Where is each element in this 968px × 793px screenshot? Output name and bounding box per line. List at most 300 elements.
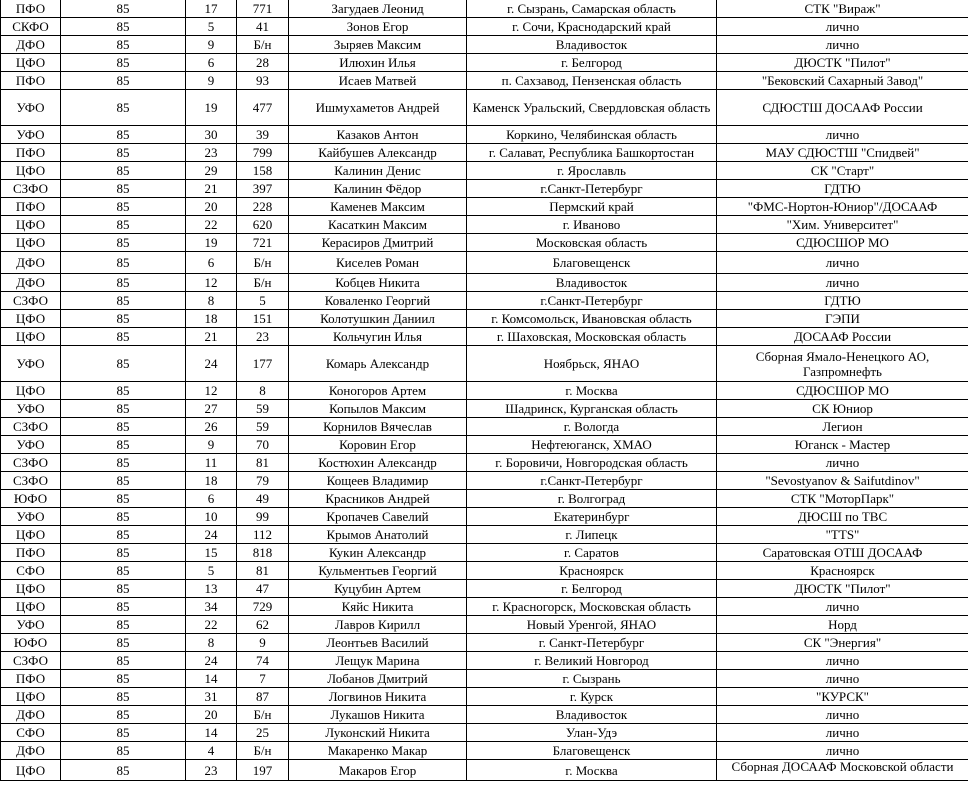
- district-cell: СЗФО: [1, 472, 61, 490]
- team-cell: ГДТЮ: [717, 292, 968, 310]
- team-cell: лично: [717, 18, 968, 36]
- number-cell: 41: [237, 18, 289, 36]
- table-row: [1, 670, 968, 688]
- number-cell: 62: [237, 616, 289, 634]
- age-cell: 22: [186, 216, 237, 234]
- name-cell: Зыряев Максим: [289, 36, 467, 54]
- class-cell: 85: [61, 274, 186, 292]
- age-cell: 30: [186, 126, 237, 144]
- class-cell: 85: [61, 598, 186, 616]
- number-cell: 112: [237, 526, 289, 544]
- name-cell: Корнилов Вячеслав: [289, 418, 467, 436]
- team-cell: СДЮСТШ ДОСААФ России: [717, 90, 968, 126]
- city-cell: г.Санкт-Петербург: [467, 472, 717, 490]
- class-cell: 85: [61, 216, 186, 234]
- number-cell: 28: [237, 54, 289, 72]
- city-cell: г. Комсомольск, Ивановская область: [467, 310, 717, 328]
- age-cell: 18: [186, 310, 237, 328]
- city-cell: Каменск Уральский, Свердловская область: [467, 90, 717, 126]
- age-cell: 23: [186, 760, 237, 781]
- table-row: [1, 0, 968, 18]
- table-row: [1, 162, 968, 180]
- number-cell: 47: [237, 580, 289, 598]
- table-row: [1, 490, 968, 508]
- age-cell: 9: [186, 36, 237, 54]
- district-cell: УФО: [1, 616, 61, 634]
- team-cell: "Бековский Сахарный Завод": [717, 72, 968, 90]
- team-cell: ДЮСТК "Пилот": [717, 580, 968, 598]
- team-cell: "TTS": [717, 526, 968, 544]
- table-row: [1, 706, 968, 724]
- number-cell: 477: [237, 90, 289, 126]
- table-row: [1, 616, 968, 634]
- city-cell: г. Боровичи, Новгородская область: [467, 454, 717, 472]
- team-cell: Саратовская ОТШ ДОСААФ: [717, 544, 968, 562]
- district-cell: СЗФО: [1, 180, 61, 198]
- team-cell: "Sevostyanov & Saifutdinov": [717, 472, 968, 490]
- class-cell: 85: [61, 472, 186, 490]
- class-cell: 85: [61, 198, 186, 216]
- name-cell: Луконский Никита: [289, 724, 467, 742]
- number-cell: 87: [237, 688, 289, 706]
- number-cell: 397: [237, 180, 289, 198]
- number-cell: 74: [237, 652, 289, 670]
- class-cell: 85: [61, 652, 186, 670]
- number-cell: 7: [237, 670, 289, 688]
- district-cell: ПФО: [1, 144, 61, 162]
- table-row: [1, 508, 968, 526]
- number-cell: 99: [237, 508, 289, 526]
- name-cell: Кайбушев Александр: [289, 144, 467, 162]
- table-row: [1, 742, 968, 760]
- age-cell: 12: [186, 274, 237, 292]
- city-cell: г. Сызрань, Самарская область: [467, 0, 717, 18]
- table-row: [1, 18, 968, 36]
- table-row: [1, 652, 968, 670]
- name-cell: Кяйс Никита: [289, 598, 467, 616]
- team-cell: "КУРСК": [717, 688, 968, 706]
- table-row: [1, 346, 968, 382]
- table-row: [1, 526, 968, 544]
- age-cell: 23: [186, 144, 237, 162]
- class-cell: 85: [61, 0, 186, 18]
- district-cell: ЦФО: [1, 234, 61, 252]
- name-cell: Зонов Егор: [289, 18, 467, 36]
- district-cell: ДФО: [1, 706, 61, 724]
- city-cell: Красноярск: [467, 562, 717, 580]
- class-cell: 85: [61, 234, 186, 252]
- number-cell: 93: [237, 72, 289, 90]
- name-cell: Костюхин Александр: [289, 454, 467, 472]
- table-row: [1, 274, 968, 292]
- age-cell: 8: [186, 292, 237, 310]
- number-cell: 818: [237, 544, 289, 562]
- class-cell: 85: [61, 54, 186, 72]
- name-cell: Каменев Максим: [289, 198, 467, 216]
- team-cell: МАУ СДЮСТШ "Спидвей": [717, 144, 968, 162]
- team-cell: СДЮСШОР МО: [717, 382, 968, 400]
- age-cell: 11: [186, 454, 237, 472]
- city-cell: Владивосток: [467, 274, 717, 292]
- class-cell: 85: [61, 562, 186, 580]
- city-cell: Улан-Удэ: [467, 724, 717, 742]
- name-cell: Лукашов Никита: [289, 706, 467, 724]
- class-cell: 85: [61, 126, 186, 144]
- number-cell: 39: [237, 126, 289, 144]
- district-cell: СЗФО: [1, 418, 61, 436]
- team-cell: Норд: [717, 616, 968, 634]
- number-cell: 197: [237, 760, 289, 781]
- number-cell: 23: [237, 328, 289, 346]
- team-cell: ДЮСТК "Пилот": [717, 54, 968, 72]
- name-cell: Кульментьев Георгий: [289, 562, 467, 580]
- name-cell: Копылов Максим: [289, 400, 467, 418]
- district-cell: ЦФО: [1, 162, 61, 180]
- district-cell: СКФО: [1, 18, 61, 36]
- class-cell: 85: [61, 252, 186, 274]
- class-cell: 85: [61, 346, 186, 382]
- team-cell: лично: [717, 598, 968, 616]
- team-cell: лично: [717, 706, 968, 724]
- city-cell: г.Санкт-Петербург: [467, 292, 717, 310]
- age-cell: 22: [186, 616, 237, 634]
- number-cell: 177: [237, 346, 289, 382]
- district-cell: ДФО: [1, 252, 61, 274]
- number-cell: Б/н: [237, 252, 289, 274]
- class-cell: 85: [61, 72, 186, 90]
- age-cell: 21: [186, 180, 237, 198]
- name-cell: Кукин Александр: [289, 544, 467, 562]
- district-cell: ЦФО: [1, 328, 61, 346]
- team-cell: ГЭПИ: [717, 310, 968, 328]
- city-cell: г. Курск: [467, 688, 717, 706]
- district-cell: УФО: [1, 126, 61, 144]
- name-cell: Красников Андрей: [289, 490, 467, 508]
- name-cell: Загудаев Леонид: [289, 0, 467, 18]
- age-cell: 5: [186, 562, 237, 580]
- class-cell: 85: [61, 760, 186, 781]
- class-cell: 85: [61, 36, 186, 54]
- table-row: [1, 418, 968, 436]
- name-cell: Коровин Егор: [289, 436, 467, 454]
- district-cell: ДФО: [1, 742, 61, 760]
- team-cell: лично: [717, 274, 968, 292]
- table-row: [1, 760, 968, 781]
- name-cell: Кощеев Владимир: [289, 472, 467, 490]
- city-cell: Екатеринбург: [467, 508, 717, 526]
- district-cell: ЮФО: [1, 634, 61, 652]
- number-cell: Б/н: [237, 36, 289, 54]
- district-cell: ЦФО: [1, 216, 61, 234]
- team-cell: "ФМС-Нортон-Юниор"/ДОСААФ: [717, 198, 968, 216]
- team-cell: "Хим. Университет": [717, 216, 968, 234]
- table-row: [1, 562, 968, 580]
- team-cell: ДОСААФ России: [717, 328, 968, 346]
- district-cell: УФО: [1, 90, 61, 126]
- team-cell: лично: [717, 252, 968, 274]
- city-cell: Шадринск, Курганская область: [467, 400, 717, 418]
- district-cell: УФО: [1, 436, 61, 454]
- table-row: [1, 310, 968, 328]
- team-cell: лично: [717, 742, 968, 760]
- number-cell: Б/н: [237, 706, 289, 724]
- table-row: [1, 580, 968, 598]
- class-cell: 85: [61, 706, 186, 724]
- number-cell: 9: [237, 634, 289, 652]
- name-cell: Калинин Денис: [289, 162, 467, 180]
- number-cell: 81: [237, 562, 289, 580]
- name-cell: Ишмухаметов Андрей: [289, 90, 467, 126]
- table-row: [1, 454, 968, 472]
- name-cell: Кобцев Никита: [289, 274, 467, 292]
- age-cell: 15: [186, 544, 237, 562]
- table-row: [1, 472, 968, 490]
- name-cell: Крымов Анатолий: [289, 526, 467, 544]
- class-cell: 85: [61, 454, 186, 472]
- district-cell: ЮФО: [1, 490, 61, 508]
- district-cell: ЦФО: [1, 54, 61, 72]
- age-cell: 21: [186, 328, 237, 346]
- age-cell: 19: [186, 90, 237, 126]
- district-cell: ЦФО: [1, 526, 61, 544]
- name-cell: Исаев Матвей: [289, 72, 467, 90]
- class-cell: 85: [61, 180, 186, 198]
- name-cell: Кропачев Савелий: [289, 508, 467, 526]
- age-cell: 6: [186, 252, 237, 274]
- number-cell: 729: [237, 598, 289, 616]
- age-cell: 6: [186, 490, 237, 508]
- city-cell: г. Липецк: [467, 526, 717, 544]
- class-cell: 85: [61, 490, 186, 508]
- age-cell: 31: [186, 688, 237, 706]
- age-cell: 19: [186, 234, 237, 252]
- table-row: [1, 180, 968, 198]
- table-row: [1, 634, 968, 652]
- team-cell: СК "Энергия": [717, 634, 968, 652]
- city-cell: г. Москва: [467, 382, 717, 400]
- age-cell: 14: [186, 724, 237, 742]
- district-cell: СЗФО: [1, 292, 61, 310]
- number-cell: 59: [237, 400, 289, 418]
- city-cell: Новый Уренгой, ЯНАО: [467, 616, 717, 634]
- team-cell: ГДТЮ: [717, 180, 968, 198]
- name-cell: Илюхин Илья: [289, 54, 467, 72]
- city-cell: г. Саратов: [467, 544, 717, 562]
- class-cell: 85: [61, 580, 186, 598]
- team-cell: СК "Старт": [717, 162, 968, 180]
- team-cell: лично: [717, 670, 968, 688]
- district-cell: ПФО: [1, 198, 61, 216]
- team-cell: лично: [717, 36, 968, 54]
- name-cell: Керасиров Дмитрий: [289, 234, 467, 252]
- city-cell: г. Белгород: [467, 54, 717, 72]
- table-row: [1, 198, 968, 216]
- class-cell: 85: [61, 310, 186, 328]
- city-cell: Владивосток: [467, 706, 717, 724]
- class-cell: 85: [61, 418, 186, 436]
- age-cell: 9: [186, 436, 237, 454]
- age-cell: 9: [186, 72, 237, 90]
- city-cell: Благовещенск: [467, 742, 717, 760]
- table-row: [1, 216, 968, 234]
- number-cell: Б/н: [237, 274, 289, 292]
- district-cell: УФО: [1, 346, 61, 382]
- age-cell: 24: [186, 346, 237, 382]
- city-cell: Благовещенск: [467, 252, 717, 274]
- number-cell: 8: [237, 382, 289, 400]
- number-cell: 49: [237, 490, 289, 508]
- number-cell: Б/н: [237, 742, 289, 760]
- class-cell: 85: [61, 634, 186, 652]
- age-cell: 13: [186, 580, 237, 598]
- age-cell: 29: [186, 162, 237, 180]
- age-cell: 27: [186, 400, 237, 418]
- city-cell: г. Красногорск, Московская область: [467, 598, 717, 616]
- table-row: [1, 144, 968, 162]
- name-cell: Логвинов Никита: [289, 688, 467, 706]
- number-cell: 79: [237, 472, 289, 490]
- table-row: [1, 436, 968, 454]
- district-cell: ПФО: [1, 0, 61, 18]
- age-cell: 6: [186, 54, 237, 72]
- district-cell: ЦФО: [1, 382, 61, 400]
- district-cell: СЗФО: [1, 652, 61, 670]
- city-cell: г. Москва: [467, 760, 717, 781]
- district-cell: УФО: [1, 400, 61, 418]
- number-cell: 799: [237, 144, 289, 162]
- age-cell: 12: [186, 382, 237, 400]
- city-cell: г. Волгоград: [467, 490, 717, 508]
- team-cell: лично: [717, 126, 968, 144]
- table-row: [1, 598, 968, 616]
- city-cell: г. Санкт-Петербург: [467, 634, 717, 652]
- district-cell: УФО: [1, 508, 61, 526]
- name-cell: Кольчугин Илья: [289, 328, 467, 346]
- name-cell: Куцубин Артем: [289, 580, 467, 598]
- table-row: [1, 292, 968, 310]
- class-cell: 85: [61, 526, 186, 544]
- class-cell: 85: [61, 544, 186, 562]
- class-cell: 85: [61, 144, 186, 162]
- district-cell: ЦФО: [1, 310, 61, 328]
- name-cell: Лещук Марина: [289, 652, 467, 670]
- city-cell: Пермский край: [467, 198, 717, 216]
- name-cell: Макаренко Макар: [289, 742, 467, 760]
- name-cell: Касаткин Максим: [289, 216, 467, 234]
- district-cell: ДФО: [1, 36, 61, 54]
- class-cell: 85: [61, 18, 186, 36]
- table-row: [1, 724, 968, 742]
- district-cell: ЦФО: [1, 688, 61, 706]
- name-cell: Коваленко Георгий: [289, 292, 467, 310]
- table-row: [1, 36, 968, 54]
- class-cell: 85: [61, 328, 186, 346]
- name-cell: Леонтьев Василий: [289, 634, 467, 652]
- table-row: [1, 54, 968, 72]
- city-cell: Московская область: [467, 234, 717, 252]
- city-cell: г. Вологда: [467, 418, 717, 436]
- district-cell: ДФО: [1, 274, 61, 292]
- age-cell: 10: [186, 508, 237, 526]
- class-cell: 85: [61, 436, 186, 454]
- class-cell: 85: [61, 670, 186, 688]
- city-cell: Владивосток: [467, 36, 717, 54]
- district-cell: ЦФО: [1, 760, 61, 781]
- name-cell: Комарь Александр: [289, 346, 467, 382]
- team-cell: Сборная ДОСААФ Московской области: [717, 760, 968, 781]
- number-cell: 228: [237, 198, 289, 216]
- district-cell: ПФО: [1, 72, 61, 90]
- team-cell: СТК "МоторПарк": [717, 490, 968, 508]
- age-cell: 26: [186, 418, 237, 436]
- table-row: [1, 252, 968, 274]
- district-cell: ПФО: [1, 544, 61, 562]
- class-cell: 85: [61, 742, 186, 760]
- class-cell: 85: [61, 616, 186, 634]
- number-cell: 59: [237, 418, 289, 436]
- class-cell: 85: [61, 508, 186, 526]
- table-row: [1, 544, 968, 562]
- table-row: [1, 688, 968, 706]
- number-cell: 70: [237, 436, 289, 454]
- team-cell: СТК "Вираж": [717, 0, 968, 18]
- city-cell: г. Иваново: [467, 216, 717, 234]
- number-cell: 771: [237, 0, 289, 18]
- district-cell: ПФО: [1, 670, 61, 688]
- age-cell: 24: [186, 526, 237, 544]
- district-cell: СЗФО: [1, 454, 61, 472]
- city-cell: г. Великий Новгород: [467, 652, 717, 670]
- table-row: [1, 126, 968, 144]
- number-cell: 721: [237, 234, 289, 252]
- table-row: [1, 234, 968, 252]
- age-cell: 18: [186, 472, 237, 490]
- number-cell: 151: [237, 310, 289, 328]
- city-cell: п. Сахзавод, Пензенская область: [467, 72, 717, 90]
- city-cell: Нефтеюганск, ХМАО: [467, 436, 717, 454]
- name-cell: Колотушкин Даниил: [289, 310, 467, 328]
- team-cell: СК Юниор: [717, 400, 968, 418]
- team-cell: лично: [717, 724, 968, 742]
- age-cell: 24: [186, 652, 237, 670]
- age-cell: 20: [186, 706, 237, 724]
- table-row: [1, 328, 968, 346]
- age-cell: 34: [186, 598, 237, 616]
- name-cell: Коногоров Артем: [289, 382, 467, 400]
- name-cell: Казаков Антон: [289, 126, 467, 144]
- class-cell: 85: [61, 382, 186, 400]
- district-cell: СФО: [1, 562, 61, 580]
- team-cell: лично: [717, 454, 968, 472]
- city-cell: г. Белгород: [467, 580, 717, 598]
- team-cell: Юганск - Мастер: [717, 436, 968, 454]
- number-cell: 25: [237, 724, 289, 742]
- class-cell: 85: [61, 400, 186, 418]
- city-cell: г. Шаховская, Московская область: [467, 328, 717, 346]
- class-cell: 85: [61, 162, 186, 180]
- age-cell: 17: [186, 0, 237, 18]
- class-cell: 85: [61, 90, 186, 126]
- district-cell: ЦФО: [1, 580, 61, 598]
- table-body: [1, 0, 968, 781]
- team-cell: СДЮСШОР МО: [717, 234, 968, 252]
- number-cell: 81: [237, 454, 289, 472]
- number-cell: 5: [237, 292, 289, 310]
- team-cell: ДЮСШ по ТВС: [717, 508, 968, 526]
- age-cell: 5: [186, 18, 237, 36]
- table-row: [1, 382, 968, 400]
- city-cell: г. Ярославль: [467, 162, 717, 180]
